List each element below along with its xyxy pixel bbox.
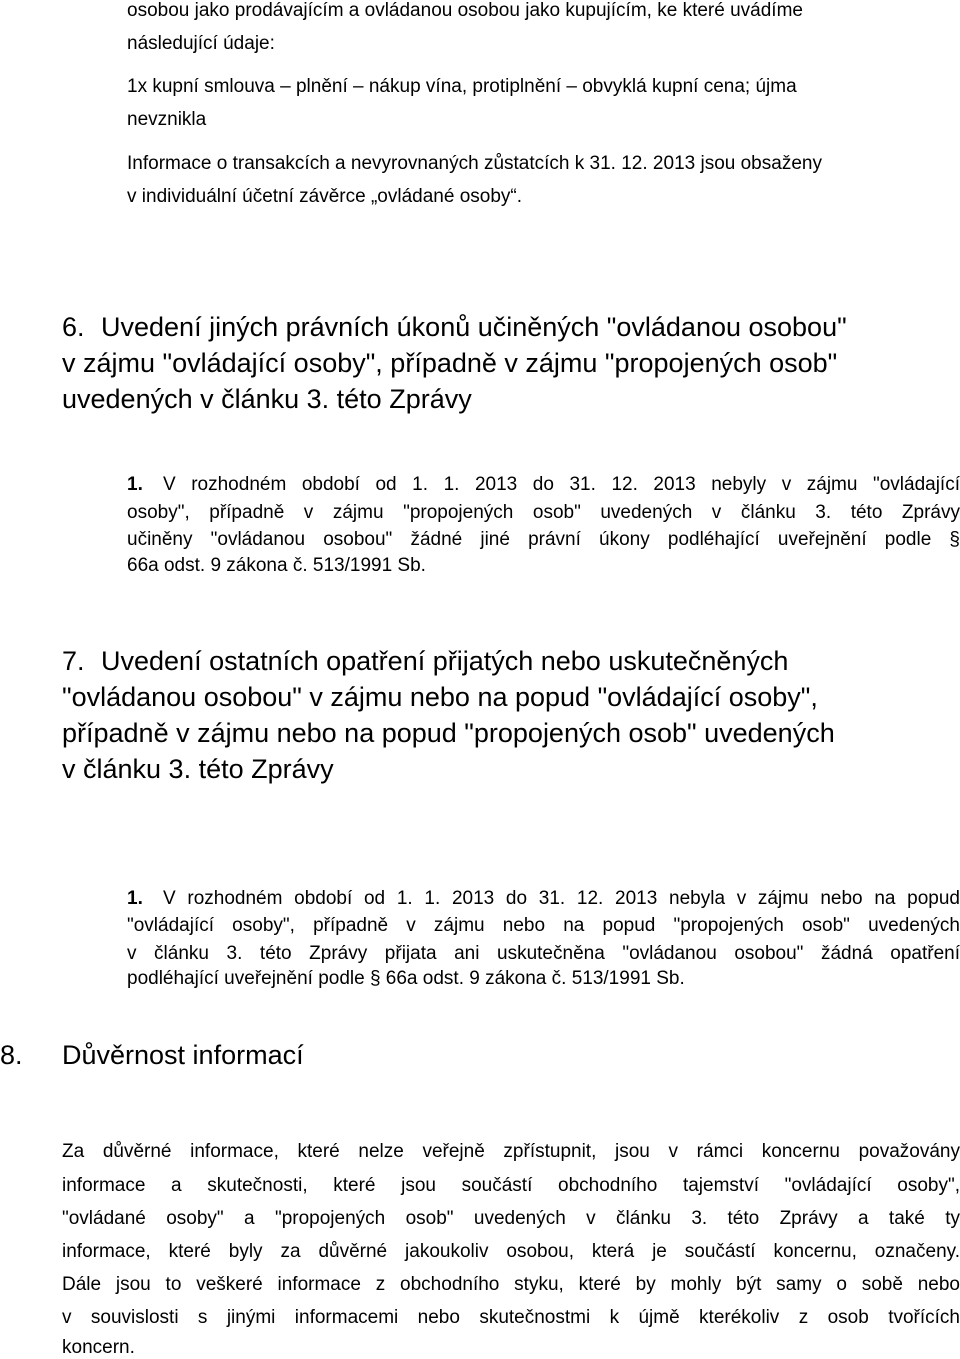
intro-line: osobou jako prodávajícím a ovládanou osobou jako kupujícím, ke které uvádíme bbox=[127, 0, 803, 21]
intro-line: nevznikla bbox=[127, 109, 207, 130]
intro-line: 1x kupní smlouva – plnění – nákup vína, protiplnění – obvyklá kupní cena; újma bbox=[127, 76, 797, 97]
section-6-item-number: 1. bbox=[127, 474, 143, 495]
section-7-number: 7. bbox=[62, 646, 85, 676]
section-6-title-line: Uvedení jiných právních úkonů učiněných "ovládanou osobou" bbox=[101, 312, 847, 342]
intro-line: následující údaje: bbox=[127, 33, 275, 54]
section-6-item-line: V rozhodném období od 1. 1. 2013 do 31. 12. 2013 nebyly v zájmu "ovládající bbox=[163, 474, 960, 495]
section-7-title-line: "ovládanou osobou" v zájmu nebo na popud "ovládající osoby", bbox=[62, 682, 818, 712]
section-7-title-line: v článku 3. této Zprávy bbox=[62, 754, 334, 784]
section-8-title: Důvěrnost informací bbox=[62, 1040, 304, 1070]
section-8-line: koncern. bbox=[62, 1337, 135, 1358]
section-6-title-line: uvedených v článku 3. této Zprávy bbox=[62, 384, 472, 414]
intro-line: v individuální účetní závěrce „ovládané osoby“. bbox=[127, 186, 523, 207]
section-8-line: v souvislosti s jinými informacemi nebo skutečnostmi k újmě kterékoliv z osob tvořících bbox=[62, 1307, 960, 1328]
section-6-title-line: v zájmu "ovládající osoby", případně v zájmu "propojených osob" bbox=[62, 348, 838, 378]
section-7-item-line: v článku 3. této Zprávy přijata ani uskutečněna "ovládanou osobou" žádná opatření bbox=[127, 943, 960, 964]
section-8-line: informace a skutečnosti, které jsou součástí obchodního tajemství "ovládající osoby", bbox=[62, 1175, 960, 1196]
section-8-line: Dále jsou to veškeré informace z obchodního styku, které by mohly být samy o sobě nebo bbox=[62, 1274, 960, 1295]
section-6-item-line: osoby", případně v zájmu "propojených osob" uvedených v článku 3. této Zprávy bbox=[127, 502, 960, 523]
section-6-item-line: učiněny "ovládanou osobou" žádné jiné právní úkony podléhající uveřejnění podle § bbox=[127, 529, 960, 550]
section-6-number: 6. bbox=[62, 312, 85, 342]
section-8-number: 8. bbox=[0, 1040, 23, 1070]
section-7-item-line: "ovládající osoby", případně v zájmu nebo na popud "propojených osob" uvedených bbox=[127, 915, 960, 936]
section-7-item-line: V rozhodném období od 1. 1. 2013 do 31. 12. 2013 nebyla v zájmu nebo na popud bbox=[163, 888, 960, 909]
section-7-item-line: podléhající uveřejnění podle § 66a odst. 9 zákona č. 513/1991 Sb. bbox=[127, 968, 685, 989]
section-8-line: "ovládané osoby" a "propojených osob" uvedených v článku 3. této Zprávy a také ty bbox=[62, 1208, 960, 1229]
intro-line: Informace o transakcích a nevyrovnaných zůstatcích k 31. 12. 2013 jsou obsaženy bbox=[127, 153, 822, 174]
section-8-line: informace, které byly za důvěrné jakoukoliv osobou, která je součástí koncernu, označeny. bbox=[62, 1241, 960, 1262]
section-8-line: Za důvěrné informace, které nelze veřejně zpřístupnit, jsou v rámci koncernu považovány bbox=[62, 1141, 960, 1162]
section-6-item-line: 66a odst. 9 zákona č. 513/1991 Sb. bbox=[127, 555, 426, 576]
section-7-item-number: 1. bbox=[127, 888, 143, 909]
section-7-title-line: Uvedení ostatních opatření přijatých nebo uskutečněných bbox=[101, 646, 789, 676]
section-7-title-line: případně v zájmu nebo na popud "propojených osob" uvedených bbox=[62, 718, 835, 748]
